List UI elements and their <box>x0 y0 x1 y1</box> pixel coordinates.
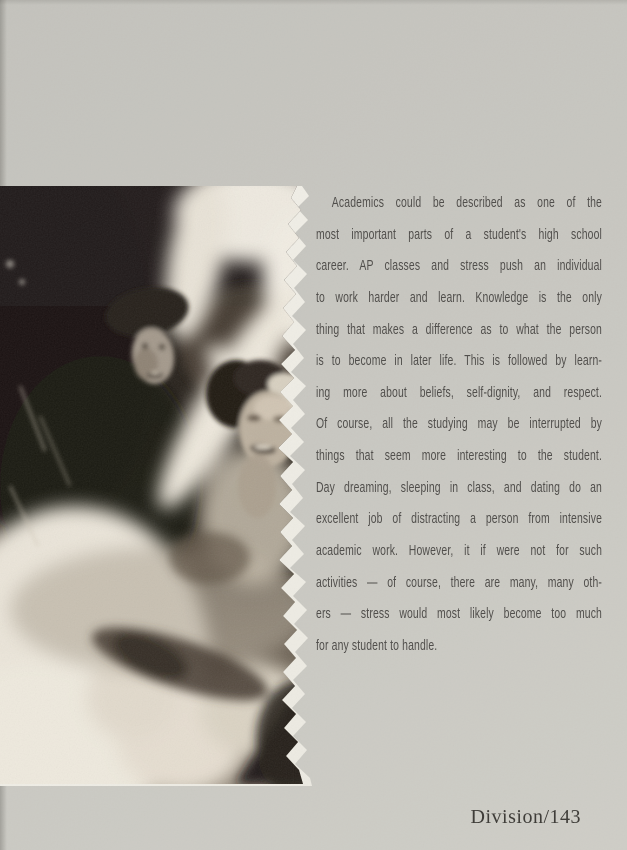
article-line: thing that makes a difference as to what the person <box>316 321 603 338</box>
article-line: excellent job of distracting a person from intensive <box>316 511 603 528</box>
article-line: Academics could be described as one of the <box>331 195 603 211</box>
article-line: ers — stress would most likely become too much <box>316 606 603 623</box>
article-line: to work harder and learn. Knowledge is the only <box>316 289 603 306</box>
article-line: Day dreaming, sleeping in class, and dating do an <box>316 479 603 496</box>
article-line: academic work. However, it if were not for such <box>316 543 603 560</box>
article-line: things that seem more interesting to the student. <box>316 448 603 465</box>
article-line: activities — of course, there are many, many oth- <box>316 574 603 591</box>
page-number: Division/143 <box>470 806 581 828</box>
party-photo <box>0 186 320 786</box>
article-line: for any student to handle. <box>316 637 438 654</box>
photo-torn-clip <box>0 186 320 784</box>
article-line: Of course, all the studying may be interrupted by <box>316 416 603 433</box>
article-line: most important parts of a student's high school <box>316 226 603 243</box>
article-line: career. AP classes and stress push an individual <box>316 258 603 275</box>
article-text <box>316 188 602 663</box>
photo-grain <box>0 186 320 784</box>
article-line: is to become in later life. This is followed by learn- <box>316 353 603 370</box>
article-line: ing more about beliefs, self-dignity, and respect. <box>316 384 603 401</box>
photo-illustration <box>0 186 320 784</box>
